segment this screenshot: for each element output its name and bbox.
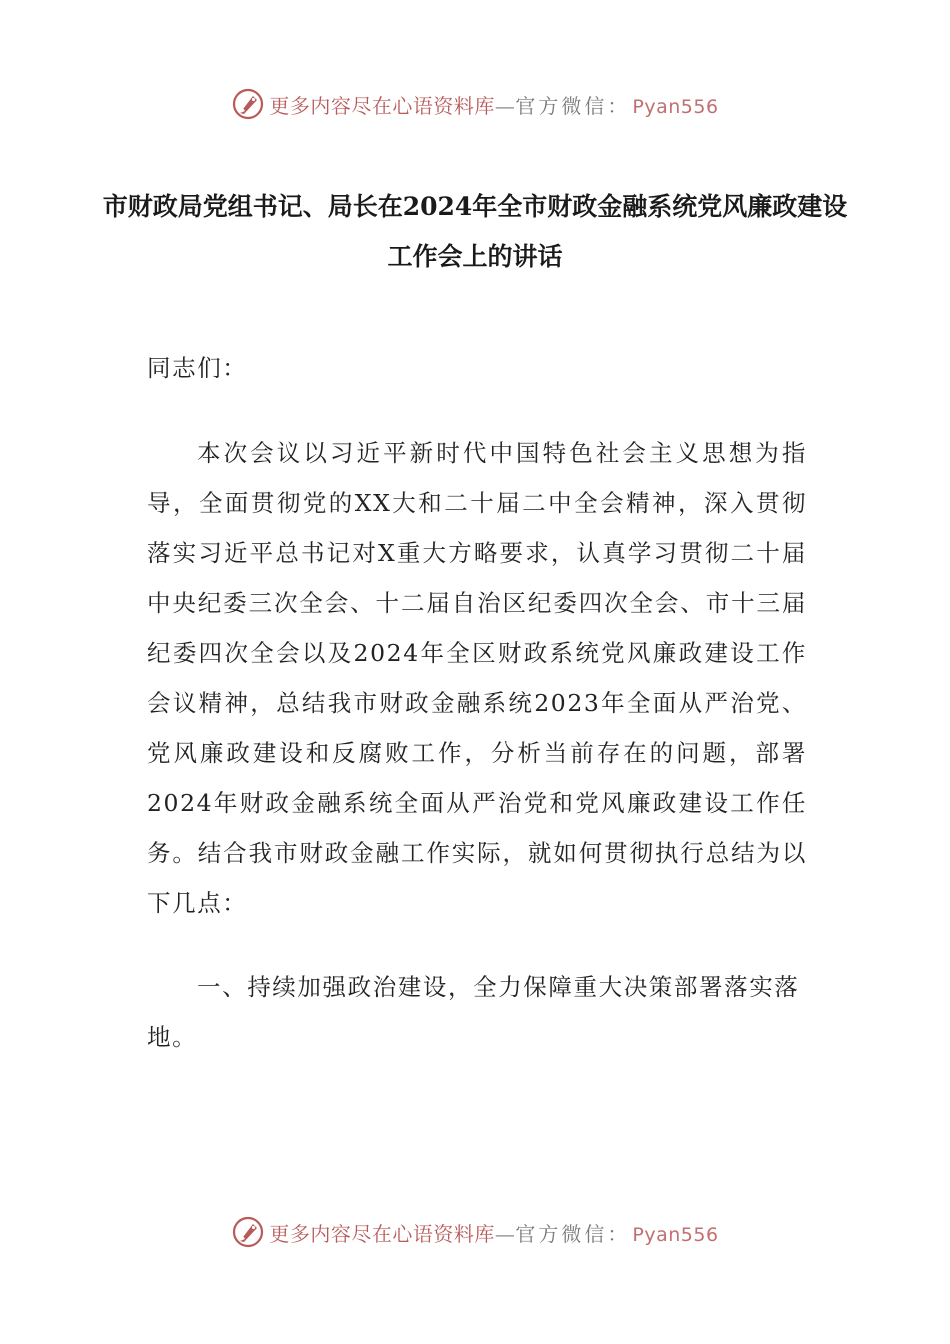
pen-nib-logo-icon — [231, 1215, 265, 1249]
wechat-id: Pyan556 — [632, 95, 719, 118]
watermark-text: 更多内容尽在心语资料库—官方微信： Pyan556 — [269, 1221, 719, 1246]
section-heading: 一、持续加强政治建设，全力保障重大决策部署落实落地。 — [147, 973, 800, 1051]
salutation: 同志们： — [147, 354, 248, 382]
body-paragraph: 本次会议以习近平新时代中国特色社会主义思想为指导，全面贯彻党的XX大和二十届二中全会精神，深入贯彻落实习近平总书记对X重大方略要求，认真学习贯彻二十届中央纪委三次全会、十二届自治区纪委四次全会、市十三届纪委四次全会以及2024年全区财政系统党风廉政建设工作会议精神，总结我市财政金融系统2023年全面从严治党、党风廉政建设和反腐败工作，分析当前存在的问题，部署2024年财政金融系统全面从严治党和党风廉政建设工作任务。结合我市财政金融工作实际，就如何贯彻执行总结为以下几点： — [147, 439, 807, 917]
watermark-footer — [0, 1212, 950, 1252]
watermark-header — [0, 84, 950, 124]
document-title: 市财政局党组书记、局长在2024年全市财政金融系统党风廉政建设工作会上的讲话 — [102, 192, 848, 271]
wechat-id: Pyan556 — [632, 1223, 719, 1246]
pen-nib-logo-icon — [231, 87, 265, 121]
watermark-text: 更多内容尽在心语资料库—官方微信： Pyan556 — [269, 93, 719, 118]
